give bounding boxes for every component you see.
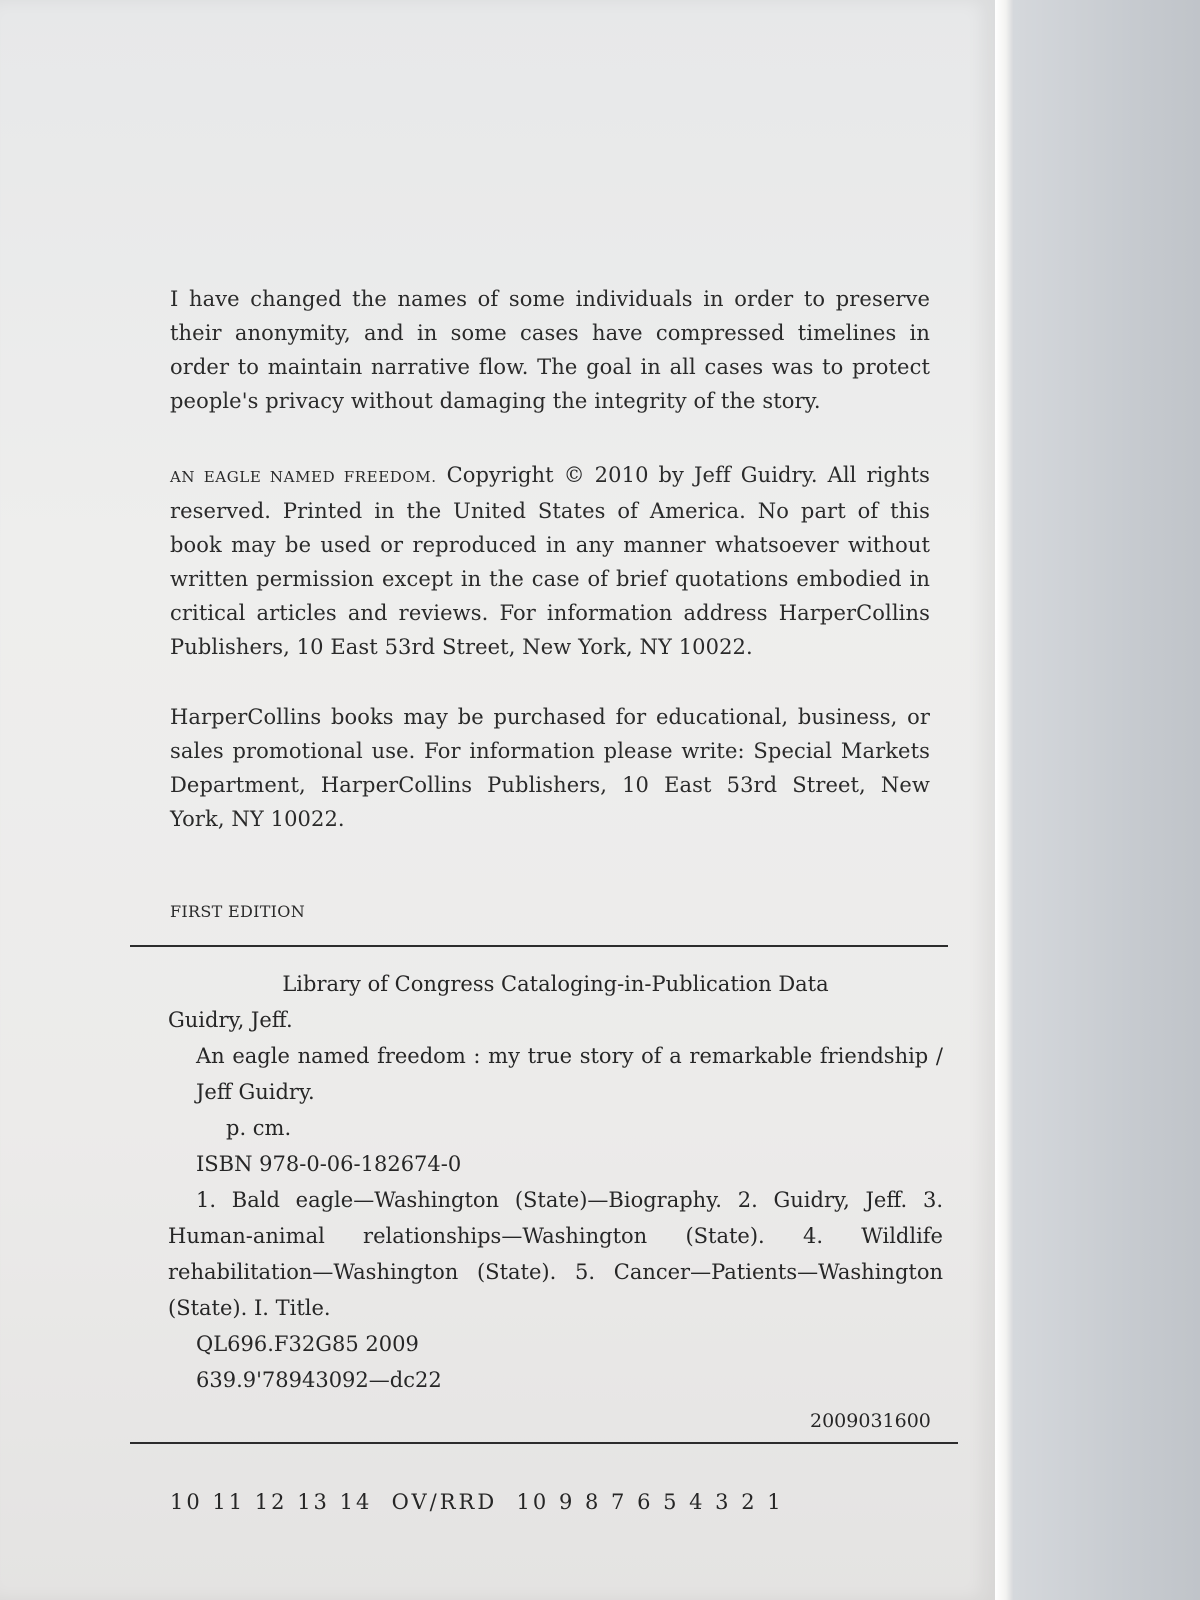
page-gutter bbox=[995, 0, 1013, 1600]
cip-subjects: 1. Bald eagle—Washington (State)—Biography. 2. Guidry, Jeff. 3. Human-animal relationships—Washington (State). 4. Wildlife rehabilitation—Washington (State). 5. Cancer—Patients—Washington (State). I. Title. bbox=[168, 1188, 943, 1320]
names-notice: I have changed the names of some individuals in order to preserve their anonymity, and in some cases have compressed timelines in order to maintain narrative flow. The goal in all cases was to protect people's privacy without damaging the integrity of the story. bbox=[170, 287, 930, 413]
cip-pages: p. cm. bbox=[226, 1116, 292, 1140]
print-line: 10 11 12 13 14 OV/RRD 10 9 8 7 6 5 4 3 2 1 bbox=[170, 1490, 784, 1514]
cip-dewey: 639.9'78943092—dc22 bbox=[196, 1368, 442, 1392]
cip-isbn: ISBN 978-0-06-182674-0 bbox=[196, 1152, 462, 1176]
cip-title: An eagle named freedom : my true story of a remarkable friendship / Jeff Guidry. bbox=[196, 1044, 943, 1104]
cip-bottom-rule bbox=[130, 1442, 958, 1444]
cip-call-number: QL696.F32G85 2009 bbox=[196, 1332, 419, 1356]
cip-block bbox=[168, 966, 943, 1398]
cip-lccn: 2009031600 bbox=[810, 1410, 931, 1432]
cip-top-rule bbox=[130, 945, 948, 947]
adjacent-page bbox=[1013, 0, 1200, 1600]
cip-author: Guidry, Jeff. bbox=[168, 1008, 293, 1032]
special-markets-notice: HarperCollins books may be purchased for educational, business, or sales promotional use. For information please write: Special Markets Department, HarperCollins Publishers, 10 East 53rd Street, New York, NY 10022. bbox=[170, 705, 930, 831]
copyright-title: AN EAGLE NAMED FREEDOM. bbox=[170, 468, 437, 486]
edition-label: FIRST EDITION bbox=[170, 902, 306, 921]
copyright-text: Copyright © 2010 by Jeff Guidry. All rights reserved. Printed in the United States of America. No part of this book may be used or reproduced in any manner whatsoever without written permission except in the case of brief quotations embodied in critical articles and reviews. For information address HarperCollins Publishers, 10 East 53rd Street, New York, NY 10022. bbox=[170, 463, 930, 659]
copyright-notice bbox=[170, 458, 930, 664]
cip-heading: Library of Congress Cataloging-in-Publication Data bbox=[282, 972, 829, 996]
